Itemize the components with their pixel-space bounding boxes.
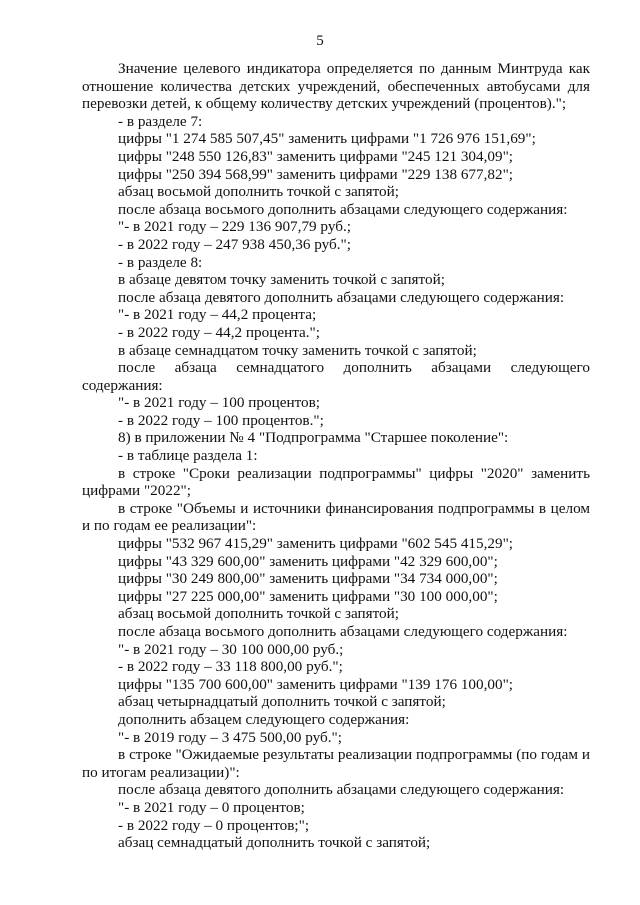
paragraph: после абзаца восьмого дополнить абзацами следующего содержания: (118, 200, 568, 218)
paragraph: "- в 2021 году – 44,2 процента; (118, 306, 317, 324)
paragraph: Значение целевого индикатора определяется по данным Минтруда как отношение количества детских учреждений, обеспеченных автобусами для перевозки детей, к общему количеству детских учреждений (процентов)."; (82, 60, 590, 113)
paragraph: "- в 2021 году – 0 процентов; (118, 798, 305, 816)
paragraph: абзац семнадцатый дополнить точкой с запятой; (118, 834, 431, 852)
paragraph: - в 2022 году – 33 118 800,00 руб."; (118, 658, 343, 676)
paragraph: цифры "135 700 600,00" заменить цифрами "139 176 100,00"; (118, 675, 514, 693)
paragraph: в абзаце семнадцатом точку заменить точкой с запятой; (118, 341, 477, 359)
document-body (82, 60, 590, 852)
paragraph: в строке "Ожидаемые результаты реализации подпрограммы (по годам и по итогам реализации)": (82, 746, 590, 781)
paragraph: в строке "Сроки реализации подпрограммы" цифры "2020" заменить цифрами "2022"; (82, 464, 590, 500)
paragraph: цифры "248 550 126,83" заменить цифрами "245 121 304,09"; (118, 147, 514, 165)
paragraph: после абзаца девятого дополнить абзацами следующего содержания: (118, 781, 565, 799)
paragraph: после абзаца девятого дополнить абзацами следующего содержания: (118, 288, 565, 306)
paragraph: - в 2022 году – 247 938 450,36 руб."; (118, 235, 351, 253)
paragraph: в абзаце девятом точку заменить точкой с запятой; (118, 271, 445, 289)
paragraph: после абзаца семнадцатого дополнить абзацами следующего содержания: (82, 359, 590, 394)
paragraph: "- в 2021 году – 229 136 907,79 руб.; (118, 218, 351, 236)
paragraph: - в разделе 7: (118, 112, 203, 130)
paragraph: абзац четырнадцатый дополнить точкой с запятой; (118, 693, 446, 711)
paragraph: цифры "250 394 568,99" заменить цифрами "229 138 677,82"; (118, 165, 514, 183)
page-number: 5 (316, 33, 324, 49)
paragraph: цифры "27 225 000,00" заменить цифрами "30 100 000,00"; (118, 587, 498, 605)
paragraph: в строке "Объемы и источники финансирования подпрограммы в целом и по годам ее реализации": (82, 499, 590, 535)
paragraph: 8) в приложении № 4 "Подпрограмма "Старшее поколение": (118, 429, 509, 447)
paragraph: после абзаца восьмого дополнить абзацами следующего содержания: (118, 623, 568, 640)
paragraph: "- в 2019 году – 3 475 500,00 руб."; (118, 728, 342, 746)
paragraph: дополнить абзацем следующего содержания: (118, 710, 410, 728)
paragraph: цифры "43 329 600,00" заменить цифрами "42 329 600,00"; (118, 552, 498, 570)
paragraph: - в 2022 году – 100 процентов."; (118, 411, 324, 429)
paragraph: абзац восьмой дополнить точкой с запятой; (118, 183, 399, 201)
paragraph: "- в 2021 году – 30 100 000,00 руб.; (118, 640, 344, 658)
paragraph: "- в 2021 году – 100 процентов; (118, 394, 321, 412)
paragraph: цифры "532 967 415,29" заменить цифрами "602 545 415,29"; (118, 535, 514, 553)
paragraph: абзац восьмой дополнить точкой с запятой; (118, 605, 399, 623)
paragraph: - в 2022 году – 44,2 процента."; (118, 323, 320, 341)
paragraph: - в 2022 году – 0 процентов;"; (118, 816, 310, 834)
paragraph: - в разделе 8: (118, 253, 203, 271)
paragraph: - в таблице раздела 1: (118, 447, 258, 465)
paragraph: цифры "30 249 800,00" заменить цифрами "34 734 000,00"; (118, 570, 498, 588)
paragraph: цифры "1 274 585 507,45" заменить цифрами "1 726 976 151,69"; (118, 130, 536, 148)
